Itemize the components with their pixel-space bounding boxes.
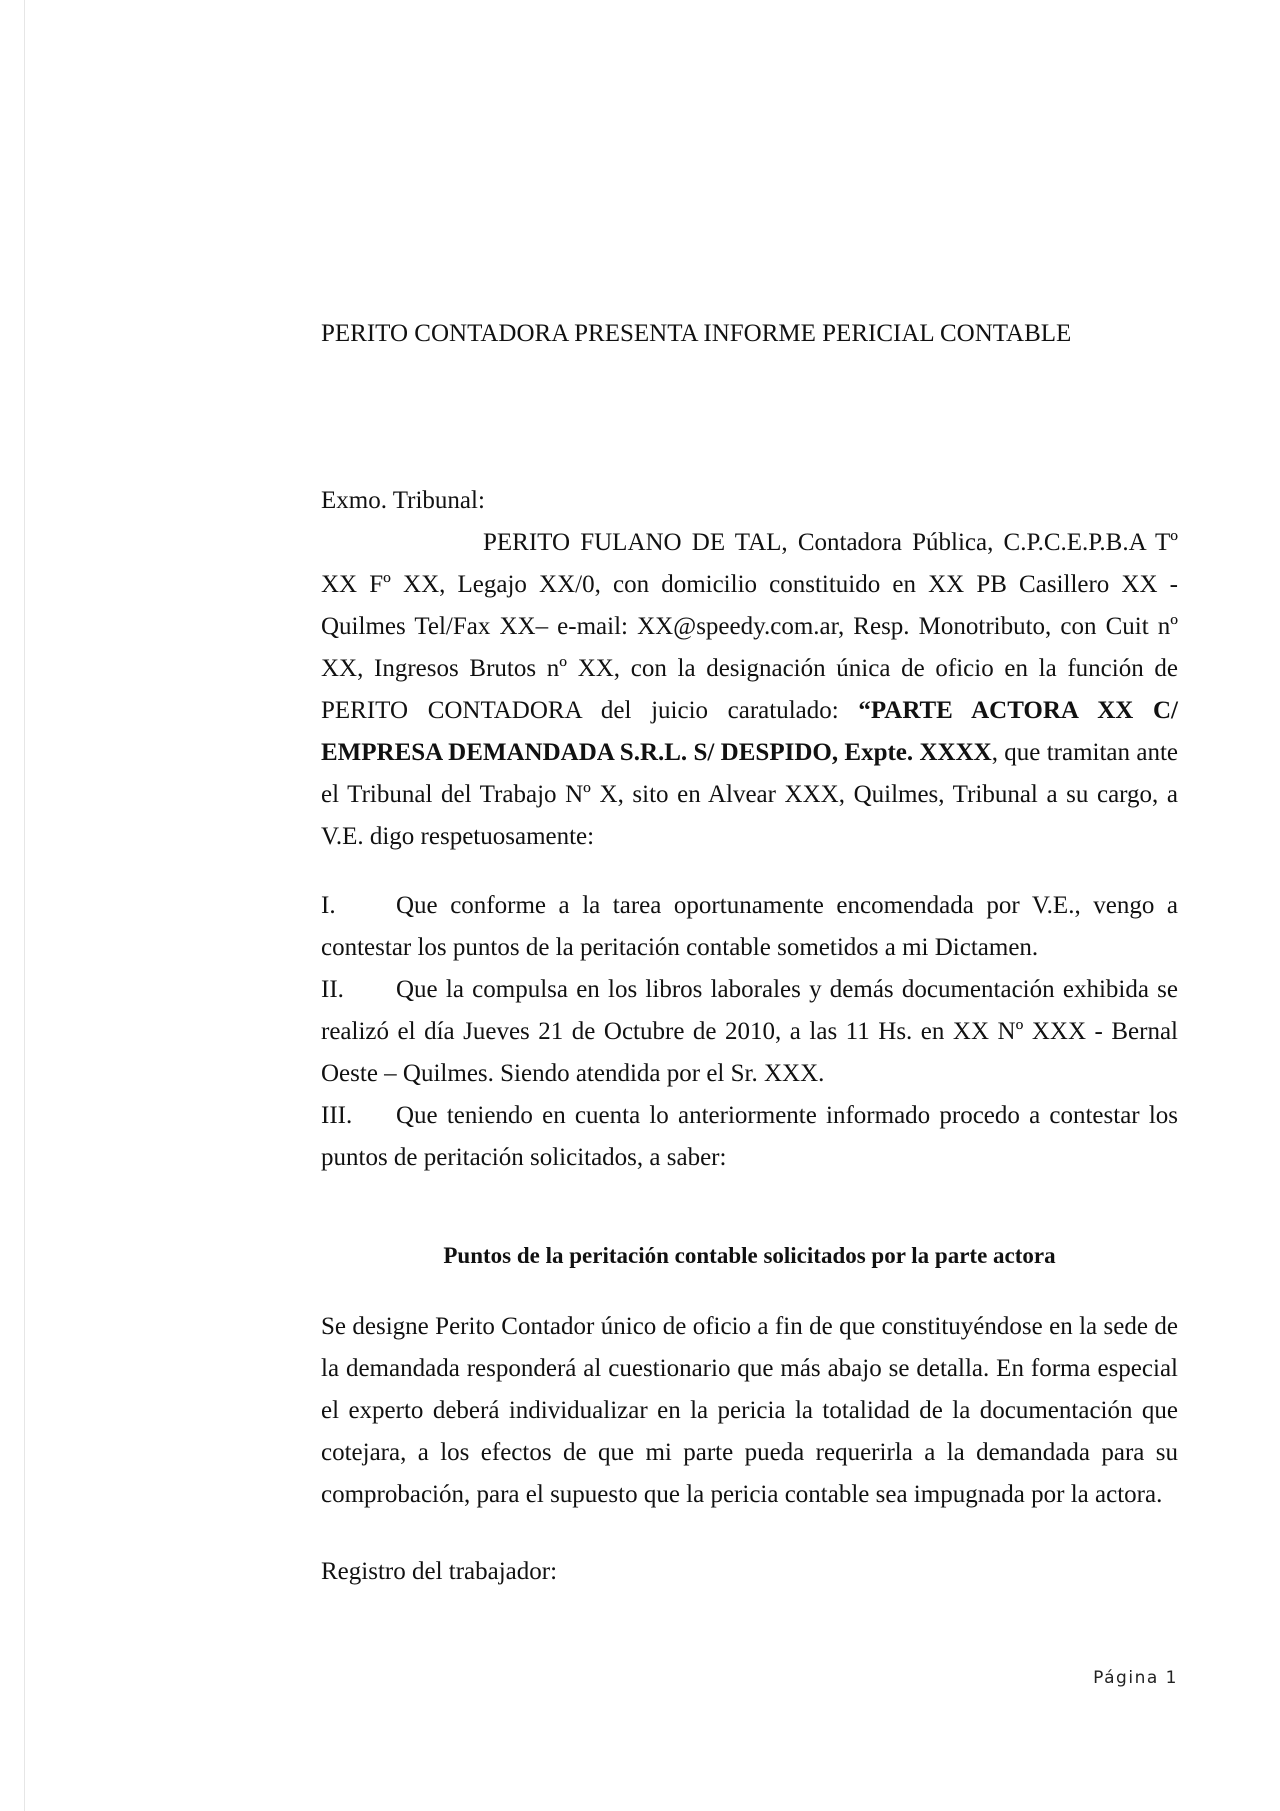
- point-number: I.: [321, 892, 336, 919]
- point-text: Que teniendo en cuenta lo anteriormente informado procedo a contestar los puntos de peritación solicitados, a saber:: [321, 1102, 1178, 1171]
- intro-text-part1: PERITO FULANO DE TAL, Contadora Pública, C.P.C.E.P.B.A Tº XX Fº XX, Legajo XX/0, con domicilio constituido en XX PB Casillero XX - Quilmes Tel/Fax XX– e-mail: XX@speedy.com.ar, Resp. Monotributo, con Cuit nº XX, Ingresos Brutos nº XX, con la designación única de oficio en la función de PERITO CONTADORA del juicio caratulado:: [321, 529, 1178, 724]
- point-text: Que la compulsa en los libros laborales y demás documentación exhibida se realizó el día Jueves 21 de Octubre de 2010, a las 11 Hs. en XX Nº XXX - Bernal Oeste – Quilmes. Siendo atendida por el Sr. XXX.: [321, 976, 1178, 1087]
- salutation: Exmo. Tribunal:: [321, 487, 485, 514]
- case-title: “PARTE ACTORA XX C/ EMPRESA DEMANDADA S.R.L. S/ DESPIDO, Expte. XXXX: [321, 697, 1178, 766]
- section-title: Puntos de la peritación contable solicitados por la parte actora: [443, 1243, 1056, 1268]
- registro-label: Registro del trabajador:: [321, 1558, 558, 1585]
- point-item: [321, 969, 1178, 1095]
- point-item: [321, 885, 1178, 969]
- point-number: II.: [321, 976, 344, 1003]
- page-edge: [24, 0, 25, 1811]
- intro-paragraph: [321, 522, 1178, 858]
- intro-text-part2: , que tramitan ante el Tribunal del Trabajo Nº X, sito en Alvear XXX, Quilmes, Tribunal a su cargo, a V.E. digo respetuosamente:: [321, 739, 1178, 850]
- page-number: Página 1: [1093, 1668, 1178, 1688]
- section-body: Se designe Perito Contador único de oficio a fin de que constituyéndose en la sede de la demandada responderá al cuestionario que más abajo se detalla. En forma especial el experto deberá individualizar en la pericia la totalidad de la documentación que cotejara, a los efectos de que mi parte pueda requerirla a la demandada para su comprobación, para el supuesto que la pericia contable sea impugnada por la actora.: [321, 1313, 1178, 1508]
- point-number: III.: [321, 1102, 353, 1129]
- document-heading: PERITO CONTADORA PRESENTA INFORME PERICIAL CONTABLE: [321, 320, 1072, 347]
- point-item: [321, 1095, 1178, 1179]
- numbered-points: [321, 885, 1178, 1179]
- point-text: Que conforme a la tarea oportunamente encomendada por V.E., vengo a contestar los puntos de la peritación contable sometidos a mi Dictamen.: [321, 892, 1178, 961]
